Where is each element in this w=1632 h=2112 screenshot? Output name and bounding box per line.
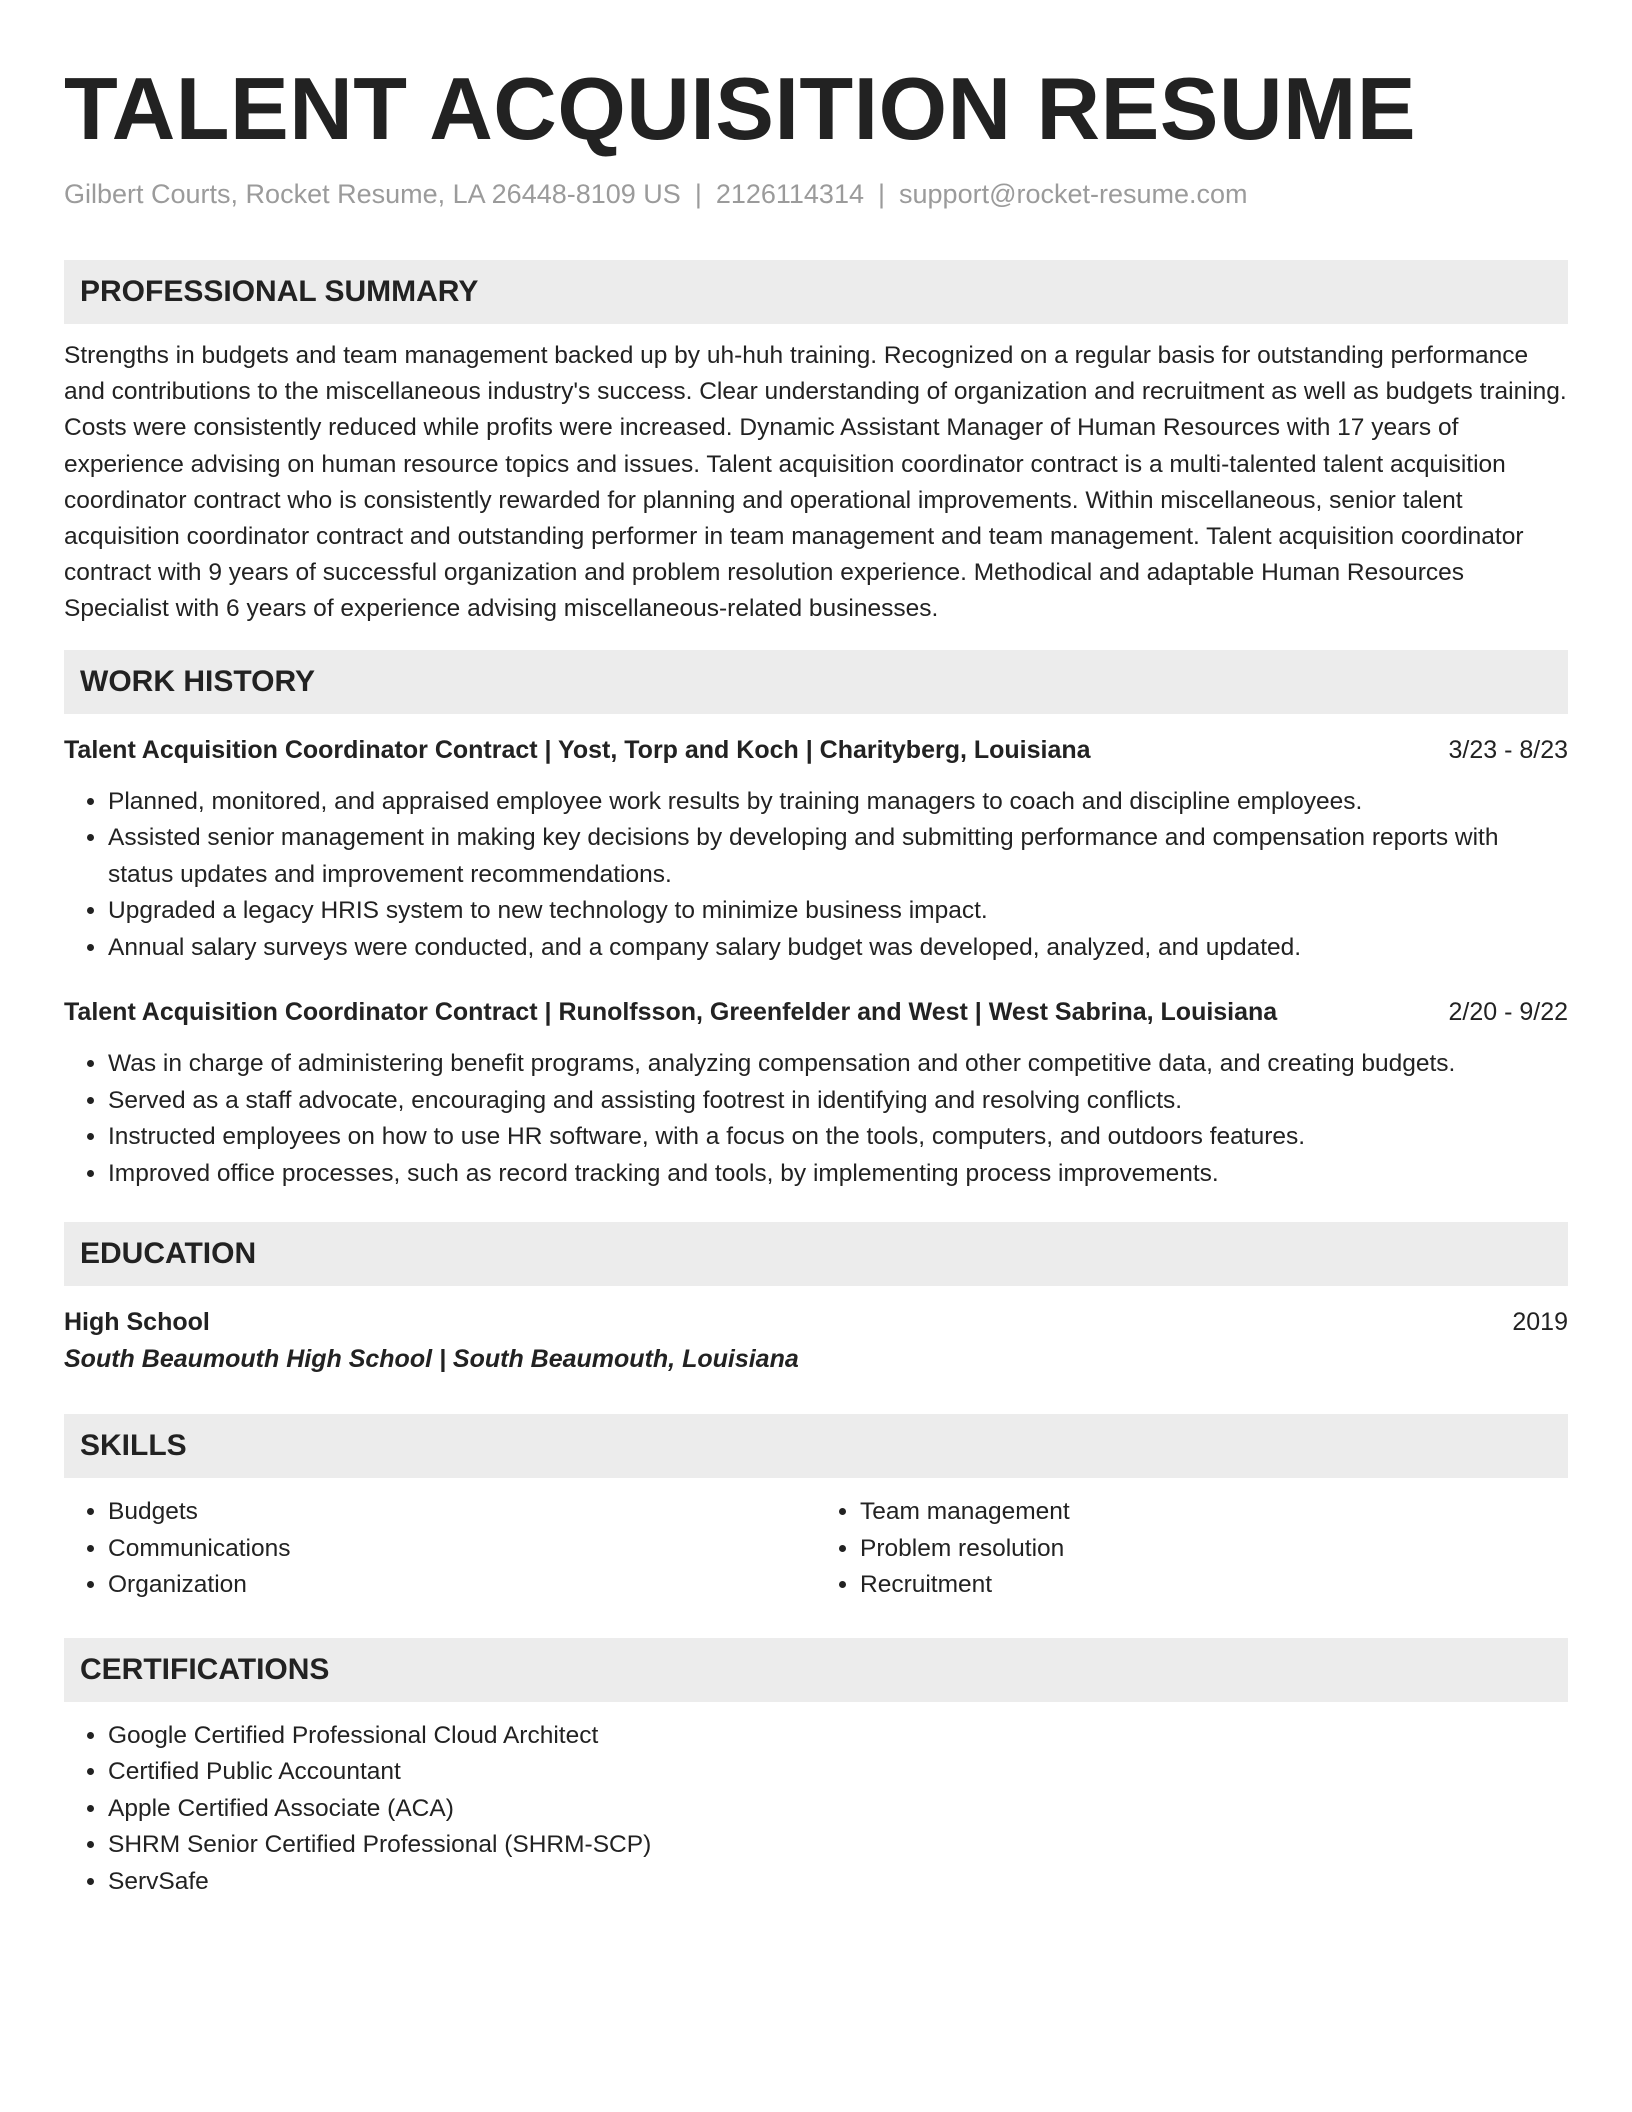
skills-heading: SKILLS [64, 1414, 1568, 1478]
job-header [64, 994, 1568, 1030]
list-item: • Assisted senior management in making key decisions by developing and submitting performance and compensation reports with status updates and improvement recommendations. [108, 820, 1568, 893]
job-dates: 3/23 - 8/23 [1448, 735, 1568, 764]
job-title: Talent Acquisition Coordinator Contract | Yost, Torp and Koch | Charityberg, Louisiana [64, 735, 1091, 764]
list-item: • Apple Certified Associate (ACA) [108, 1791, 1568, 1828]
job-header [64, 732, 1568, 768]
certifications-heading: CERTIFICATIONS [64, 1638, 1568, 1702]
list-item: • ServSafe [108, 1864, 1568, 1901]
list-item: • Was in charge of administering benefit programs, analyzing compensation and other competitive data, and creating budgets. [108, 1046, 1568, 1083]
list-item: • Annual salary surveys were conducted, and a company salary budget was developed, analyzed, and updated. [108, 930, 1568, 967]
work-history-heading: WORK HISTORY [64, 650, 1568, 714]
job-title: Talent Acquisition Coordinator Contract | Runolfsson, Greenfelder and West | West Sabrina, Louisiana [64, 998, 1278, 1027]
contact-phone: 2126114314 [715, 179, 864, 209]
summary-text: Strengths in budgets and team management backed up by uh-huh training. Recognized on a regular basis for outstanding performance and contributions to the miscellaneous industry's success. Clear understanding of organization and recruitment as well as budgets training. Costs were consistently reduced while profits were increased. Dynamic Assistant Manager of Human Resources with 17 years of experience advising on human resource topics and issues. Talent acquisition coordinator contract is a multi-talented talent acquisition coordinator contract who is consistently rewarded for planning and operational improvements. Within miscellaneous, senior talent acquisition coordinator contract and outstanding performer in team management and team management. Talent acquisition coordinator contract with 9 years of successful organization and problem resolution experience. Methodical and adaptable Human Resources Specialist with 6 years of experience advising miscellaneous-related businesses. [64, 342, 1567, 623]
list-item: • Planned, monitored, and appraised employee work results by training managers to coach and discipline employees. [108, 784, 1568, 821]
job-bullets [64, 1046, 1568, 1192]
summary-heading: PROFESSIONAL SUMMARY [64, 260, 1568, 324]
list-item: • Communications [108, 1531, 816, 1568]
list-item: • Team management [860, 1494, 1568, 1531]
list-item: • Upgraded a legacy HRIS system to new technology to minimize business impact. [108, 893, 1568, 930]
job-entry [64, 994, 1568, 1192]
contact-address: Gilbert Courts, Rocket Resume, LA 26448-8109 US [64, 179, 681, 209]
list-item: • Served as a staff advocate, encouraging and assisting footrest in identifying and resolving conflicts. [108, 1083, 1568, 1120]
list-item: • Problem resolution [860, 1531, 1568, 1568]
certifications-list [64, 1718, 1568, 1901]
contact-line [64, 176, 1568, 212]
contact-separator: | [694, 179, 702, 209]
education-degree: High School [64, 1308, 210, 1337]
list-item: • Recruitment [860, 1567, 1568, 1604]
skills-list [64, 1494, 1568, 1604]
skills-column-left [64, 1494, 816, 1604]
list-item: • Budgets [108, 1494, 816, 1531]
job-dates: 2/20 - 9/22 [1448, 998, 1568, 1027]
education-entry [64, 1304, 1568, 1378]
education-school: South Beaumouth High School | South Beaumouth, Louisiana [64, 1345, 799, 1374]
list-item: • SHRM Senior Certified Professional (SHRM-SCP) [108, 1827, 1568, 1864]
list-item: • Google Certified Professional Cloud Architect [108, 1718, 1568, 1755]
job-entry [64, 732, 1568, 967]
resume-title: TALENT ACQUISITION RESUME [64, 59, 1417, 158]
list-item: • Certified Public Accountant [108, 1754, 1568, 1791]
job-bullets [64, 784, 1568, 967]
list-item: • Organization [108, 1567, 816, 1604]
list-item: • Improved office processes, such as record tracking and tools, by implementing process improvements. [108, 1156, 1568, 1193]
skills-column-right [816, 1494, 1568, 1604]
contact-separator: | [878, 179, 886, 209]
education-heading: EDUCATION [64, 1222, 1568, 1286]
education-header [64, 1304, 1568, 1340]
education-year: 2019 [1512, 1308, 1568, 1337]
list-item: • Instructed employees on how to use HR software, with a focus on the tools, computers, and outdoors features. [108, 1119, 1568, 1156]
contact-email: support@rocket-resume.com [899, 179, 1248, 209]
